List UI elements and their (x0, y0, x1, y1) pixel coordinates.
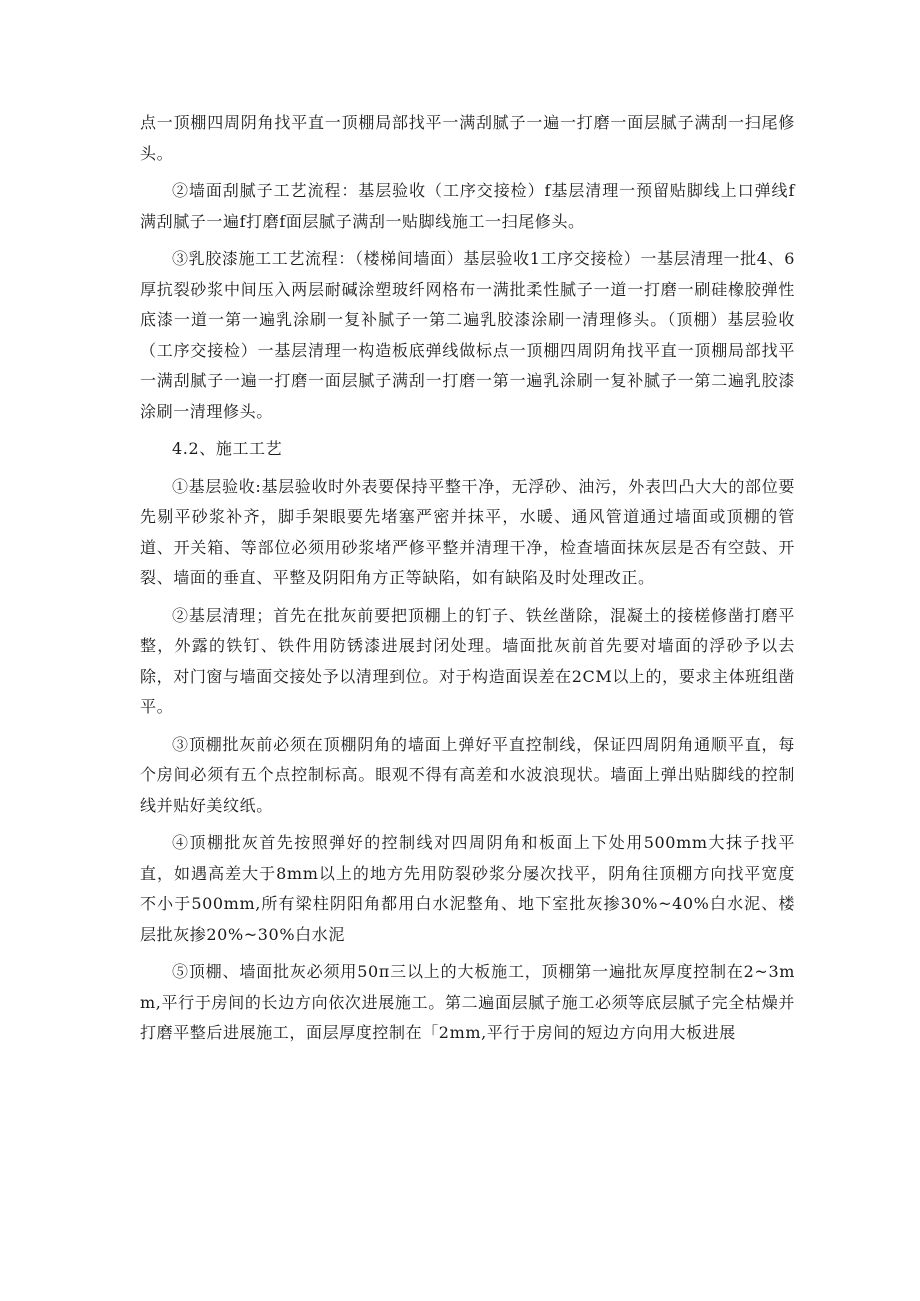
paragraph: ①基层验收:基层验收时外表要保持平整干净，无浮砂、油污，外表凹凸大大的部位要先剔平砂浆补齐，脚手架眼要先堵塞严密并抹平，水暖、通风管道通过墙面或顶棚的管道、开关箱、等部位必须用砂浆堵严修平整并清理干净，检查墙面抹灰层是否有空鼓、开裂、墙面的垂直、平整及阴阳角方正等缺陷，如有缺陷及时处理改正。 (140, 476, 795, 587)
paragraph: 点一顶棚四周阴角找平直一顶棚局部找平一满刮腻子一遍一打磨一面层腻子满刮一扫尾修头。 (140, 113, 795, 163)
paragraph: 4.2、施工工艺 (172, 439, 283, 458)
paragraph: ②墙面刮腻子工艺流程：基层验收（工序交接检）f基层清理一预留贴脚线上口弹线f满刮腻子一遍f打磨f面层腻子满刮一贴脚线施工一扫尾修头。 (140, 181, 795, 231)
paragraph: ③乳胶漆施工工艺流程：（楼梯间墙面）基层验收1工序交接检）一基层清理一批4、6厚抗裂砂浆中间压入两层耐碱涂塑玻纤网格布一满批柔性腻子一道一打磨一刷硅橡胶弹性底漆一道一第一遍乳涂刷一复补腻子一第二遍乳胶漆涂刷一清理修头。（顶棚）基层验收（工序交接检）一基层清理一构造板底弹线做标点一顶棚四周阴角找平直一顶棚局部找平一满刮腻子一遍一打磨一面层腻子满刮一打磨一第一遍乳涂刷一复补腻子一第二遍乳胶漆涂刷一清理修头。 (140, 249, 795, 421)
paragraph: ④顶棚批灰首先按照弹好的控制线对四周阴角和板面上下处用500mm大抹子找平直，如遇高差大于8mm以上的地方先用防裂砂浆分屡次找平，阴角往顶棚方向找平宽度不小于500mm,所有梁柱阴阳角都用白水泥整角、地下室批灰掺30%~40%白水泥、楼层批灰掺20%~30%白水泥 (140, 833, 795, 944)
paragraph: ⑤顶棚、墙面批灰必须用50π三以上的大板施工，顶棚第一遍批灰厚度控制在2~3mm,平行于房间的长边方向依次进展施工。第二遍面层腻子施工必须等底层腻子完全枯燥并打磨平整后进展施工，面层厚度控制在「2mm,平行于房间的短边方向用大板进展 (140, 962, 795, 1042)
body-text (140, 108, 795, 1049)
paragraph: ②基层清理；首先在批灰前要把顶棚上的钉子、铁丝凿除，混凝土的接槎修凿打磨平整，外露的铁钉、铁件用防锈漆进展封闭处理。墙面批灰前首先要对墙面的浮砂予以去除，对门窗与墙面交接处予以清理到位。对于构造面误差在2CM以上的，要求主体班组凿平。 (140, 605, 795, 716)
paragraph: ③顶棚批灰前必须在顶棚阴角的墙面上弹好平直控制线，保证四周阴角通顺平直，每个房间必须有五个点控制标高。眼观不得有高差和水波浪现状。墙面上弹出贴脚线的控制线并贴好美纹纸。 (140, 734, 795, 815)
